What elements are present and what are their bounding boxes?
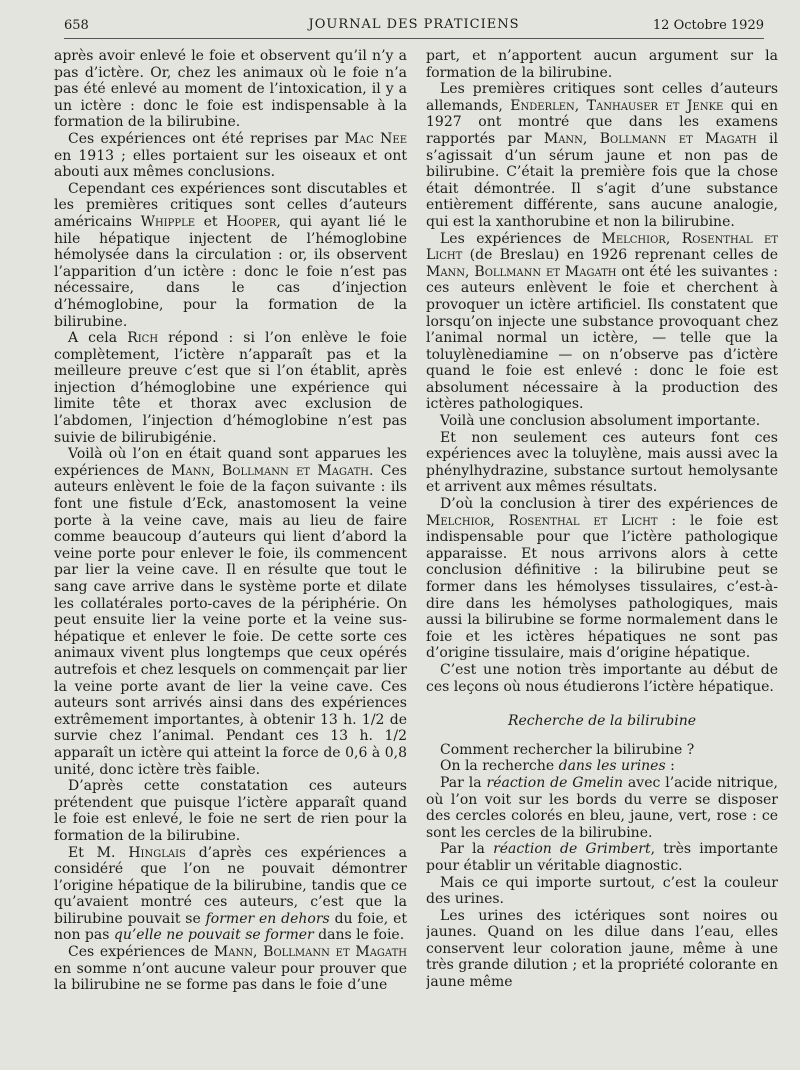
paragraph: Voilà une conclusion absolument importante. [440, 413, 761, 430]
author-name: Whipple [140, 213, 196, 230]
journal-title: JOURNAL DES PRATICIENS [308, 17, 520, 32]
paragraph: Comment rechercher la bilirubine ? [440, 741, 695, 758]
paragraph: Les expériences de Melchior, Rosenthal et Licht (de Breslau) en 1926 reprenant celles de Mann, Bollmann et Magath ont été les suivantes : ces auteurs enlèvent le foie et cherchent à provoquer un ictère artificiel. Ils constatent que lorsqu’on injecte une substance provoquant chez l’animal normal un ictère, — telle que la toluylènediamine — on n’observe pas d’ictère quand le foie est enlevé : donc le foie est absolument nécessaire à la production des ictères pathologiques. [426, 230, 778, 413]
paragraph: part, et n’apportent aucun argument sur la formation de la bilirubine. [426, 48, 778, 81]
author-names: Mann, Bollmann et Magath [213, 944, 407, 961]
paragraph: D’où la conclusion à tirer des expériences de Melchior, Rosenthal et Licht : le foie est indispensable pour que l’ictère pathologique apparaisse. Et nous arrivons alors à cette conclusion définitive : la bilirubine peut se former dans les hémolyses tissulaires, c’est-à-dire dans les hémolyses pathologiques, mais aussi la bilirubine se forme normalement dans le foie et les ictères hépatiques ne sont pas d’origine tissulaire, mais d’origine hépatique. [426, 496, 778, 662]
author-name: Hooper [226, 213, 277, 230]
page-number: 658 [64, 18, 89, 33]
paragraph: C’est une notion très importante au début de ces leçons où nous étudierons l’ictère hépatique. [426, 661, 778, 695]
paragraph: Par la réaction de Gmelin avec l’acide nitrique, où l’on voit sur les bords du verre se disposer des cercles colorés en bleu, jaune, vert, rose : ce sont les cercles de la bilirubine. [426, 774, 778, 841]
paragraph: D’après cette constatation ces auteurs prétendent que puisque l’ictère apparaît quand le foie est enlevé, le foie ne sert de rien pour la formation de la bilirubine. [54, 778, 407, 844]
paragraph: On la recherche dans les urines : [440, 758, 675, 775]
author-names: Mann, Bollmann et Magath [426, 263, 617, 280]
paragraph: A cela Rich répond : si l’on enlève le foie complètement, l’ictère n’apparaît pas et la meilleure preuve c’est que si l’on établit, après injection d’hémoglobine une expérience qui limite tête et thorax avec exclusion de l’abdomen, l’injection d’hémoglobine n’est pas suivie de bilirubigénie. [54, 330, 407, 446]
issue-date: 12 Octobre 1929 [652, 18, 764, 33]
author-names: Melchior, Rosenthal et Licht [426, 230, 778, 264]
paragraph: Ces expériences ont été reprises par Mac Nee en 1913 ; elles portaient sur les oiseaux et ont abouti aux mêmes conclusions. [54, 130, 407, 181]
author-names: Mann, Bollmann et Magath [543, 130, 757, 147]
author-name: Mac Nee [344, 130, 407, 147]
author-name: Rich [127, 330, 159, 347]
right-column [426, 48, 778, 1062]
author-name: Hinglais [128, 844, 186, 861]
author-names: Melchior, Rosenthal et Licht [426, 512, 658, 529]
paragraph: après avoir enlevé le foie et observent qu’il n’y a pas d’ictère. Or, chez les animaux où le foie n’a pas été enlevé au moment de l’intoxication, il y a un ictère : donc le foie est indispensable à la formation de la bilirubine. [54, 48, 407, 131]
paragraph: Par la réaction de Grimbert, très importante pour établir un véritable diagnostic. [426, 841, 778, 874]
paragraph: Mais ce qui importe surtout, c’est la couleur des urines. [426, 874, 778, 908]
paragraph: Et M. Hinglais d’après ces expériences a considéré que l’on ne pouvait démontrer l’origine hépatique de la bilirubine, tandis que ce qu’avaient montré ces auteurs, c’est que la bilirubine pouvait se former en dehors du foie, et non pas qu’elle ne pouvait se former dans le foie. [54, 844, 407, 944]
author-names: Enderlen, Tanhauser et Jenke [510, 97, 724, 114]
page-header [64, 14, 764, 39]
paragraph: Voilà où l’on en était quand sont apparues les expériences de Mann, Bollmann et Magath. Ces auteurs enlèvent le foie de la façon suivante : ils font une fistule d’Eck, anastomosent la veine porte à la veine cave, mais au lieu de faire comme beaucoup d’auteurs qui lient d’abord la veine porte pour enlever le foie, ils commencent par lier la veine cave. Il en résulte que tout le sang cave arrive dans le système porte et dilate les collatérales porto-caves de la périphérie. On peut ensuite lier la veine porte et la veine sus-hépatique et enlever le foie. De cette sorte ces animaux vivent plus longtemps que ceux opérés autrefois et chez lesquels on commençait par lier la veine porte avant de lier la veine cave. Ces auteurs sont arrivés ainsi dans des expériences extrêmement importantes, à obtenir 13 h. 1/2 de survie chez l’animal. Pendant ces 13 h. 1/2 apparaît un ictère qui atteint la force de 0,6 à 0,8 unité, donc ictère très faible. [54, 446, 407, 778]
paragraph: Cependant ces expériences sont discutables et les premières critiques sont celles d’auteurs américains Whipple et Hooper, qui ayant lié le hile hépatique injectent de l’hémoglobine hémolysée dans la circulation : or, ils observent l’apparition d’un ictère : donc le foie n’est pas nécessaire, dans le cas d’injection d’hémoglobine, pour la formation de la bilirubine. [54, 180, 407, 330]
paragraph: Et non seulement ces auteurs font ces expériences avec la toluylène, mais aussi avec la phénylhydrazine, substance surtout hemolysante et arrivent aux mêmes résultats. [426, 429, 778, 496]
left-column [54, 48, 407, 1062]
author-names: Mann, Bollmann et Magath [171, 462, 370, 479]
paragraph: Ces expériences de Mann, Bollmann et Magath en somme n’ont aucune valeur pour prouver que la bilirubine ne se forme pas dans le foie d’une [54, 944, 407, 994]
paragraph: Les premières critiques sont celles d’auteurs allemands, Enderlen, Tanhauser et Jenke qui en 1927 ont montré que dans les examens rapportés par Mann, Bollmann et Magath il s’agissait d’un sérum jaune et non pas de bilirubine. C’était la première fois que la chose était démontrée. Il s’agit d’une substance entièrement différente, sans aucune analogie, qui est la xanthorubine et non la bilirubine. [426, 81, 778, 230]
section-title: Recherche de la bilirubine [507, 713, 697, 730]
paragraph: Les urines des ictériques sont noires ou jaunes. Quand on les dilue dans l’eau, elles conservent leur coloration jaune, même à une très grande dilution ; et la propriété colorante en jaune même [426, 907, 778, 991]
